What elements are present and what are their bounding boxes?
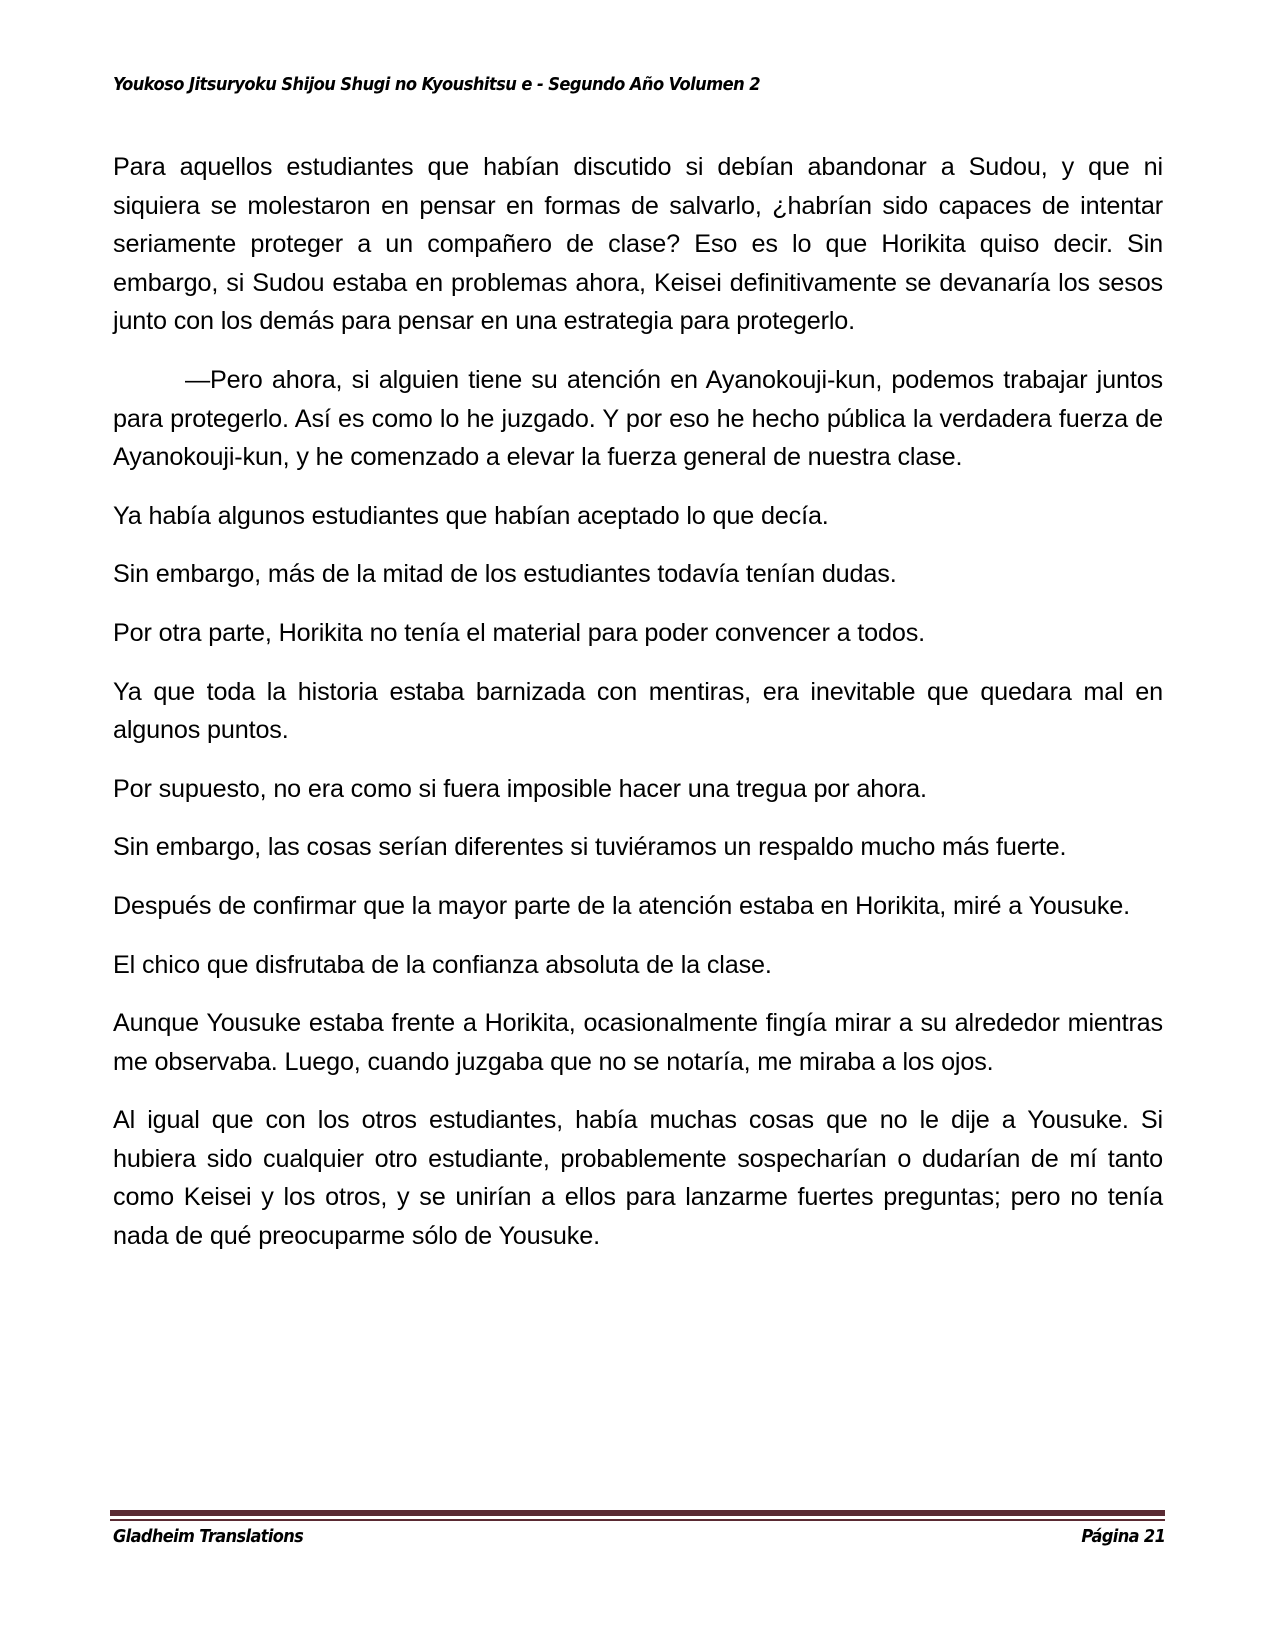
paragraph: Para aquellos estudiantes que habían discutido si debían abandonar a Sudou, y que ni siquiera se molestaron en pensar en formas de salvarlo, ¿habrían sido capaces de intentar seriamente proteger a un compañero de clase? Eso es lo que Horikita quiso decir. Sin embargo, si Sudou estaba en problemas ahora, Keisei definitivamente se devanaría los sesos junto con los demás para pensar en una estrategia para protegerlo. — [113, 153, 1163, 336]
footer-divider-thick — [110, 1510, 1165, 1516]
footer-translator-credit: Gladheim Translations — [113, 1526, 304, 1547]
paragraph: Por supuesto, no era como si fuera imposible hacer una tregua por ahora. — [113, 774, 927, 803]
footer-divider-thin — [110, 1519, 1165, 1521]
paragraph: Sin embargo, las cosas serían diferentes si tuviéramos un respaldo mucho más fuerte. — [113, 833, 1067, 862]
paragraph: Aunque Yousuke estaba frente a Horikita, ocasionalmente fingía mirar a su alrededor mientras me observaba. Luego, cuando juzgaba que no se notaría, me miraba a los ojos. — [113, 1009, 1163, 1076]
paragraph: Por otra parte, Horikita no tenía el material para poder convencer a todos. — [113, 618, 925, 647]
paragraph: El chico que disfrutaba de la confianza absoluta de la clase. — [113, 950, 772, 979]
page-footer — [113, 1524, 1165, 1550]
paragraph: Después de confirmar que la mayor parte de la atención estaba en Horikita, miré a Yousuke. — [113, 891, 1130, 920]
paragraph: Ya había algunos estudiantes que habían aceptado lo que decía. — [113, 501, 829, 530]
body-text — [113, 148, 1163, 1276]
footer-page-number: Página 21 — [1081, 1526, 1165, 1547]
paragraph: Al igual que con los otros estudiantes, había muchas cosas que no le dije a Yousuke. Si hubiera sido cualquier otro estudiante, probablemente sospecharían o dudarían de mí tanto como Keisei y los otros, y se unirían a ellos para lanzarme fuertes preguntas; pero no tenía nada de qué preocuparme sólo de Yousuke. — [113, 1106, 1163, 1251]
page-header-title: Youkoso Jitsuryoku Shijou Shugi no Kyoushitsu e - Segundo Año Volumen 2 — [113, 75, 760, 95]
paragraph: Sin embargo, más de la mitad de los estudiantes todavía tenían dudas. — [113, 560, 897, 589]
paragraph: Ya que toda la historia estaba barnizada con mentiras, era inevitable que quedara mal en algunos puntos. — [113, 677, 1163, 745]
paragraph-dialogue: —Pero ahora, si alguien tiene su atención en Ayanokouji-kun, podemos trabajar juntos para protegerlo. Así es como lo he juzgado. Y por eso he hecho pública la verdadera fuerza de Ayanokouji-kun, y he comenzado a elevar la fuerza general de nuestra clase. — [113, 365, 1163, 472]
